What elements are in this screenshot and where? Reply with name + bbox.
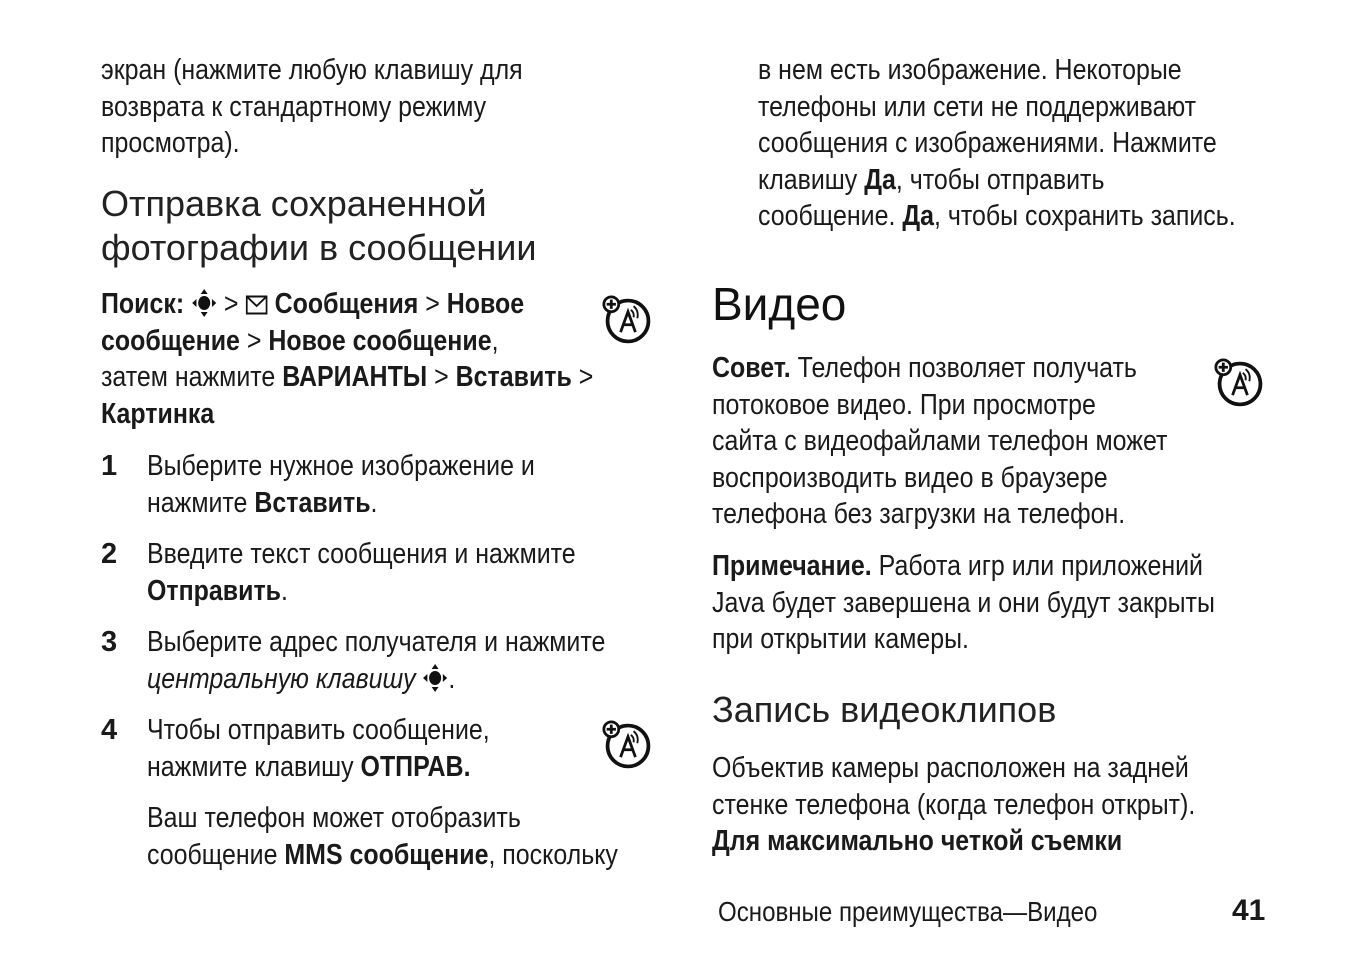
note-line: Java будет завершена и они будут закрыты [712, 586, 1215, 619]
step-punct: . [370, 486, 378, 519]
note-text: Работа игр или приложений [871, 550, 1203, 582]
options-key: ВАРИАНТЫ [282, 361, 428, 393]
section-heading-line: фотографии в сообщении [101, 227, 537, 268]
network-feature-icon [602, 720, 654, 772]
step-text: Чтобы отправить сообщение, [147, 714, 490, 746]
step-text: Выберите нужное изображение и [147, 450, 535, 482]
camera-paragraph [712, 750, 1274, 860]
path-separator: > [246, 324, 262, 357]
continued-text: , чтобы отправить [895, 163, 1105, 196]
step-text: Введите текст сообщения и нажмите [147, 538, 576, 570]
envelope-icon [245, 295, 267, 315]
step-number: 3 [101, 626, 118, 658]
then-press-text: затем нажмите [101, 361, 283, 393]
note-label: Примечание. [712, 550, 872, 582]
section-heading-line: Отправка сохраненной [101, 183, 487, 224]
step-number: 2 [101, 538, 118, 570]
continued-line: в нем есть изображение. Некоторые [758, 54, 1182, 86]
continued-paragraph [758, 52, 1313, 235]
path-new-message-2: Новое сообщение [268, 324, 492, 357]
intro-line: экран (нажмите любую клавишу для [101, 54, 523, 86]
send-key-label: Отправить [147, 574, 281, 607]
path-separator: > [434, 361, 449, 393]
note-line: при открытии камеры. [712, 623, 969, 655]
path-new-message-cont: сообщение [101, 324, 240, 357]
continued-text: клавишу [758, 163, 865, 196]
insert-option: Вставить [455, 361, 572, 393]
mms-message-label: MMS сообщение [284, 838, 489, 871]
path-separator: > [223, 288, 239, 320]
intro-paragraph [101, 52, 591, 162]
path-new-message: Новое [446, 288, 525, 320]
tip-line: сайта с видеофайлами телефон может [712, 425, 1168, 457]
path-messages: Сообщения [274, 288, 419, 320]
intro-line: возврата к стандартному режиму [101, 90, 487, 123]
find-label: Поиск: [101, 288, 185, 320]
insert-key-label: Вставить [254, 486, 371, 519]
tip-line: воспроизводить видео в браузере [712, 461, 1108, 494]
page-title: Видео [712, 278, 847, 330]
step-punct: . [448, 662, 456, 695]
step-text: Выберите адрес получателя и нажмите [147, 626, 606, 658]
network-feature-icon [1214, 358, 1266, 410]
continued-line: сообщения с изображениями. Нажмите [758, 127, 1217, 159]
step-number: 4 [101, 714, 118, 746]
continued-text: сообщение. [758, 200, 903, 232]
intro-line: просмотра). [101, 127, 240, 159]
step-number: 1 [101, 450, 118, 482]
section-heading [101, 182, 537, 270]
camera-bold-line: Для максимально четкой съемки [712, 825, 1123, 857]
page-number: 41 [1232, 894, 1266, 927]
network-feature-icon [602, 295, 654, 347]
tip-paragraph [712, 350, 1242, 533]
mms-note-text: сообщение [147, 838, 285, 871]
yes-key-label: Да [864, 163, 896, 196]
continued-line: телефоны или сети не поддерживают [758, 90, 1197, 123]
path-separator: > [425, 288, 440, 320]
tip-line: потоковое видео. При просмотре [712, 388, 1096, 421]
camera-line: стенке телефона (когда телефон открыт). [712, 788, 1196, 821]
continued-text: , чтобы сохранить запись. [933, 200, 1236, 232]
step-punct: . [280, 574, 288, 607]
tip-text: Телефон позволяет получать [790, 352, 1137, 384]
nav-key-icon [423, 663, 449, 693]
find-path [101, 286, 673, 432]
camera-line: Объектив камеры расположен на задней [712, 752, 1189, 784]
send-key-label: ОТПРАВ. [360, 750, 471, 783]
mms-note [147, 800, 695, 873]
mms-note-line: Ваш телефон может отобразить [147, 802, 521, 834]
tip-line: телефона без загрузки на телефон. [712, 498, 1126, 530]
picture-option: Картинка [101, 397, 215, 430]
nav-key-icon [191, 288, 217, 318]
step-text: нажмите клавишу [147, 750, 361, 783]
subheading: Запись видеоклипов [712, 689, 1057, 730]
yes-key-label: Да [902, 200, 934, 232]
tip-label: Совет. [712, 352, 791, 384]
path-comma: , [491, 324, 499, 357]
center-key-text: центральную клавишу [147, 662, 416, 695]
path-separator: > [578, 361, 594, 393]
footer-section [718, 896, 1159, 928]
mms-note-text: , поскольку [488, 838, 618, 871]
note-paragraph [712, 548, 1297, 658]
step-text: нажмите [147, 486, 255, 519]
footer-section-title: Основные преимущества—Видео [718, 896, 1098, 927]
